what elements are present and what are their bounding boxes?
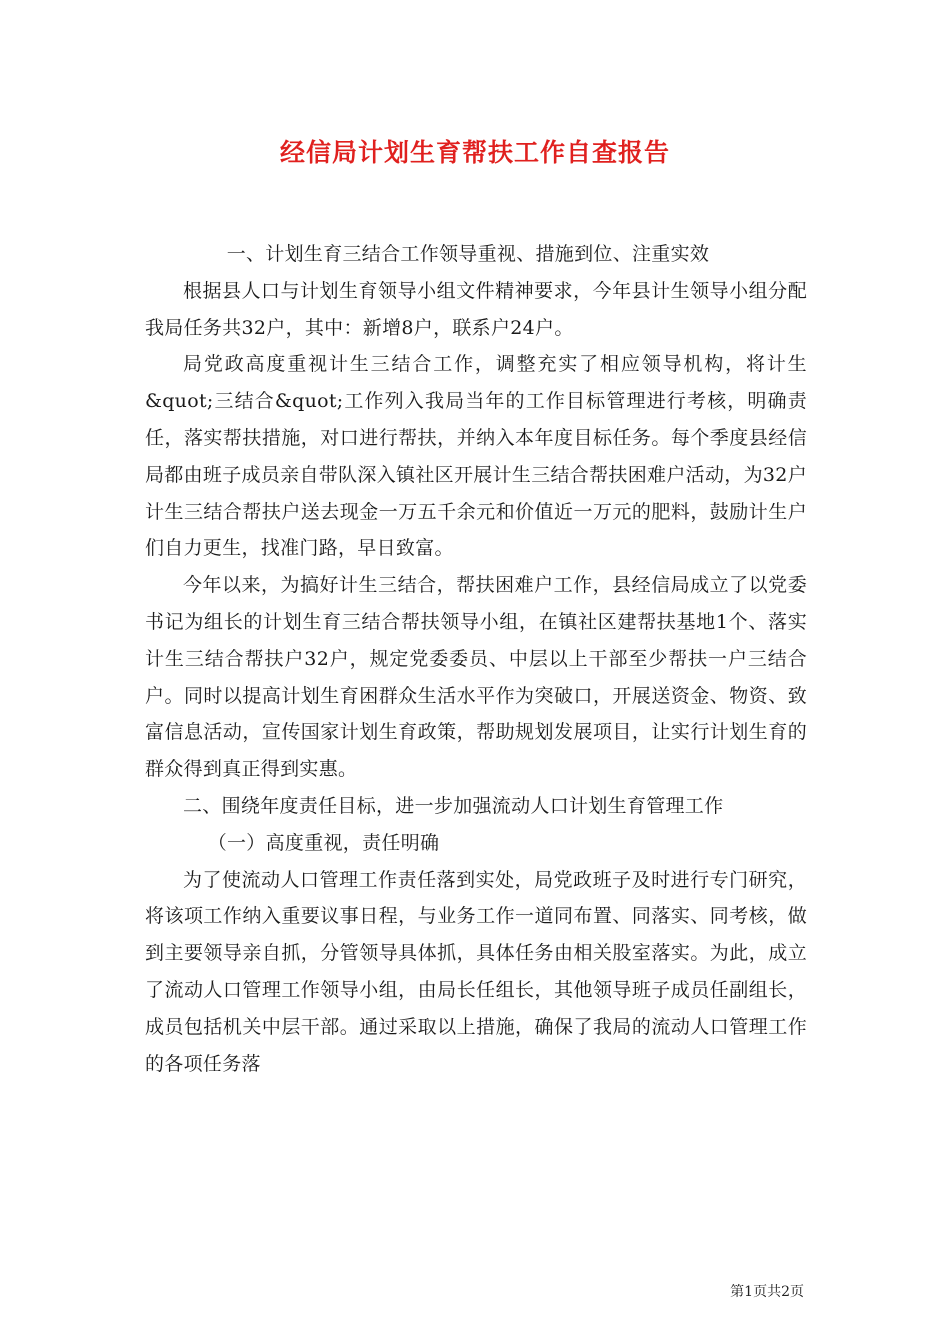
document-title: 经信局计划生育帮扶工作自查报告: [279, 138, 670, 167]
page-number: 第1页共2页: [730, 1284, 804, 1300]
section-heading-2: 二、围绕年度责任目标，进一步加强流动人口计划生育管理工作: [183, 794, 724, 817]
document-body: [145, 236, 807, 1082]
paragraph: 今年以来，为搞好计生三结合，帮扶困难户工作，县经信局成立了以党委书记为组长的计划生育三结合帮扶领导小组，在镇社区建帮扶基地1个、落实计生三结合帮扶户32户，规定党委委员、中层以上干部至少帮扶一户三结合户。同时以提高计划生育困群众生活水平作为突破口，开展送资金、物资、致富信息活动，宣传国家计划生育政策，帮助规划发展项目，让实行计划生育的群众得到真正得到实惠。: [145, 574, 807, 781]
paragraph: 局党政高度重视计生三结合工作，调整充实了相应领导机构，将计生&quot;三结合&quot;工作列入我局当年的工作目标管理进行考核，明确责任，落实帮扶措施，对口进行帮扶，并纳入本年度目标任务。每个季度县经信局都由班子成员亲自带队深入镇社区开展计生三结合帮扶困难户活动，为32户计生三结合帮扶户送去现金一万五千余元和价值近一万元的肥料，鼓励计生户们自力更生，找准门路，早日致富。: [145, 353, 807, 560]
paragraph: 为了使流动人口管理工作责任落到实处，局党政班子及时进行专门研究，将该项工作纳入重要议事日程，与业务工作一道同布置、同落实、同考核，做到主要领导亲自抓，分管领导具体抓，具体任务由相关股室落实。为此，成立了流动人口管理工作领导小组，由局长任组长，其他领导班子成员任副组长，成员包括机关中层干部。通过采取以上措施，确保了我局的流动人口管理工作的各项任务落: [145, 868, 807, 1075]
paragraph: 根据县人口与计划生育领导小组文件精神要求，今年县计生领导小组分配我局任务共32户，其中：新增8户，联系户24户。: [145, 279, 807, 339]
subsection-heading: （一）高度重视，责任明确: [207, 831, 440, 854]
section-heading-1: 一、计划生育三结合工作领导重视、措施到位、注重实效: [226, 243, 710, 265]
